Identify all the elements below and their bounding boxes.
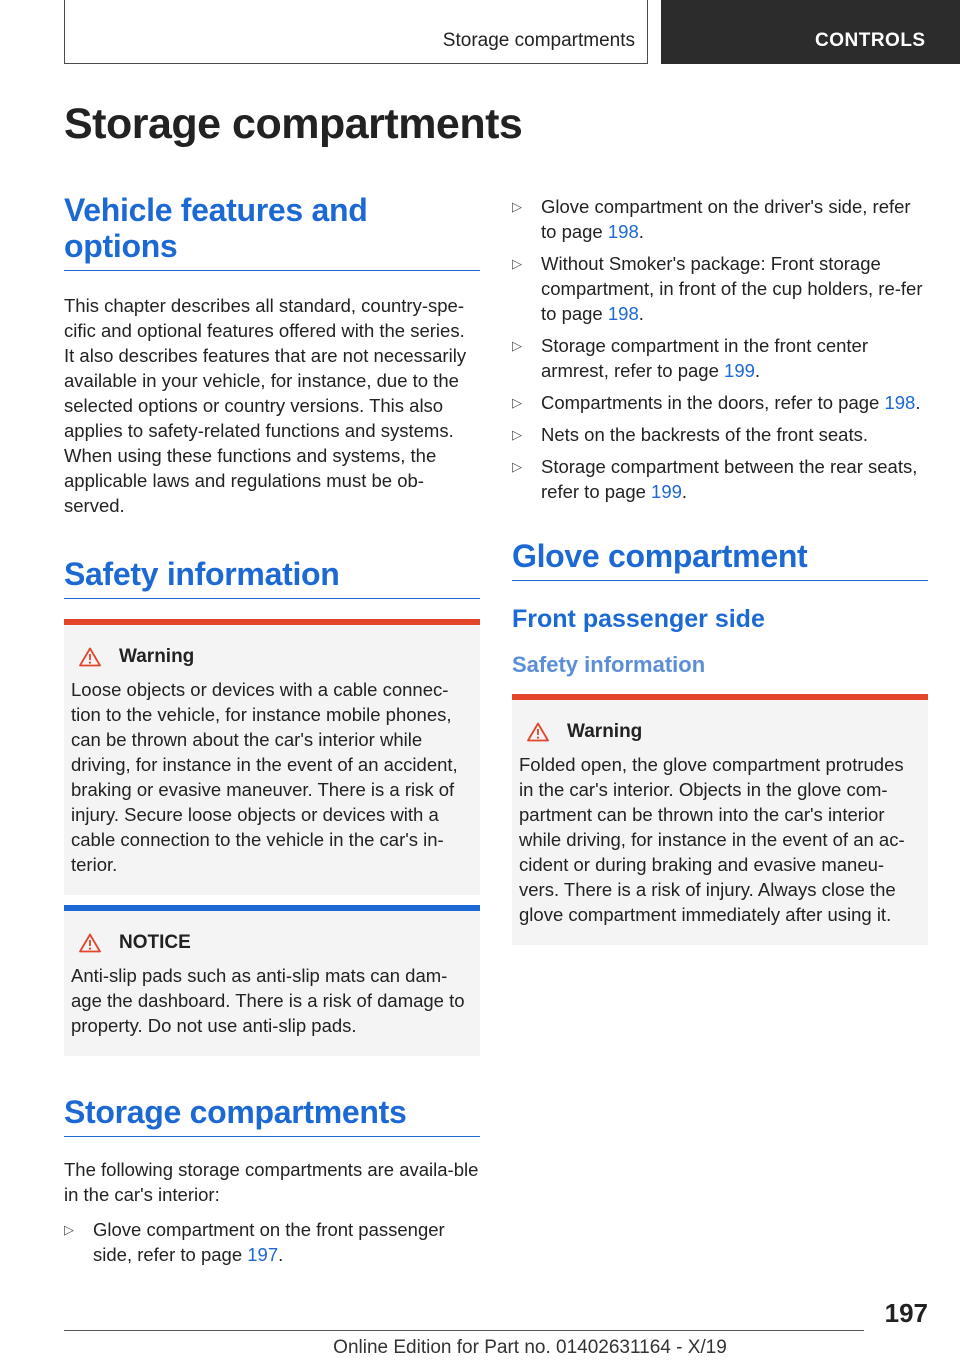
footer-divider: [64, 1330, 864, 1331]
page-link[interactable]: 197: [247, 1244, 279, 1265]
heading-glove-compartment: Glove compartment: [512, 538, 928, 581]
triangle-bullet-icon: ▷: [64, 1222, 74, 1237]
glove-warning-box: [512, 694, 928, 945]
heading-storage-compartments: Storage compartments: [64, 1094, 480, 1137]
list-item: ▷ Glove compartment on the driver's side, refer to page 198.: [512, 196, 911, 242]
list-item: ▷ Compartments in the doors, refer to page 198.: [512, 392, 921, 413]
heading-vehicle-features: Vehicle features and options: [64, 192, 480, 271]
list-item: ▷ Storage compartment between the rear seats, refer to page 199.: [512, 456, 918, 502]
notice-label: NOTICE: [119, 932, 191, 953]
triangle-bullet-icon: ▷: [512, 459, 522, 474]
page-link[interactable]: 198: [884, 392, 916, 413]
page-link[interactable]: 199: [651, 481, 682, 502]
page-link[interactable]: 199: [724, 360, 755, 381]
footer-edition: Online Edition for Part no. 01402631164 - X/19: [333, 1337, 727, 1358]
glove-warning-text: Folded open, the glove compartment protrudes in the car's interior. Objects in the glove com-partment can be thrown into the car's interior while driving, for instance in the event of an ac-cident or during braking and evasive maneu-vers. There is a risk of injury. Always close the glove compartment immediately after using it.: [519, 754, 905, 925]
warning-header: [71, 643, 472, 671]
list-item: ▷ Nets on the backrests of the front seats.: [512, 424, 869, 445]
right-column: [512, 194, 928, 945]
triangle-bullet-icon: ▷: [512, 199, 522, 214]
header-chapter-label: CONTROLS: [815, 30, 926, 51]
heading-safety-information-2: Safety information: [512, 652, 706, 677]
warning-box: [64, 619, 480, 895]
glove-warning-header: [519, 718, 920, 746]
header-section-box: [64, 0, 648, 64]
storage-list-right: [512, 194, 928, 504]
warning-triangle-icon: [79, 647, 101, 667]
notice-header: [71, 929, 472, 957]
storage-list-left: [64, 1217, 480, 1267]
warning-triangle-icon: [527, 722, 549, 742]
list-item: ▷ Glove compartment on the front passenger side, refer to page 197.: [64, 1219, 445, 1265]
notice-text: Anti-slip pads such as anti-slip mats can dam-age the dashboard. There is a risk of damage to property. Do not use anti-slip pads.: [71, 965, 465, 1036]
notice-triangle-icon: [79, 933, 101, 953]
notice-box: [64, 905, 480, 1056]
header-section-title: Storage compartments: [442, 30, 635, 51]
warning-label: Warning: [119, 646, 195, 667]
page-title: Storage compartments: [64, 100, 523, 148]
page-link[interactable]: 198: [607, 221, 639, 242]
storage-intro: The following storage compartments are availa-ble in the car's interior:: [64, 1159, 479, 1205]
heading-front-passenger-side: Front passenger side: [512, 605, 765, 633]
list-item: ▷ Without Smoker's package: Front storage compartment, in front of the cup holders, re-fer to page 198.: [512, 253, 923, 324]
list-item: ▷ Storage compartment in the front center armrest, refer to page 199.: [512, 335, 869, 381]
triangle-bullet-icon: ▷: [512, 427, 522, 442]
left-column: [64, 192, 480, 1267]
header-chapter-tab: [661, 0, 960, 64]
heading-safety-information: Safety information: [64, 556, 480, 599]
triangle-bullet-icon: ▷: [512, 395, 522, 410]
warning-text: Loose objects or devices with a cable connec-tion to the vehicle, for instance mobile phones, can be thrown about the car's interior while driving, for instance in the event of an accident, braking or evasive maneuver. There is a risk of injury. Secure loose objects or devices with a cable connection to the vehicle in the car's in-terior.: [71, 679, 458, 875]
triangle-bullet-icon: ▷: [512, 256, 522, 271]
glove-warning-label: Warning: [567, 721, 643, 742]
features-paragraph: This chapter describes all standard, country-spe-cific and optional features offered with the series. It also describes features that are not necessarily available in your vehicle, for instance, due to the selected options or country versions. This also applies to safety-related functions and systems. When using these functions and systems, the applicable laws and regulations must be ob-served.: [64, 295, 467, 516]
page-link[interactable]: 198: [607, 303, 639, 324]
page-number: 197: [884, 1298, 928, 1328]
triangle-bullet-icon: ▷: [512, 338, 522, 353]
